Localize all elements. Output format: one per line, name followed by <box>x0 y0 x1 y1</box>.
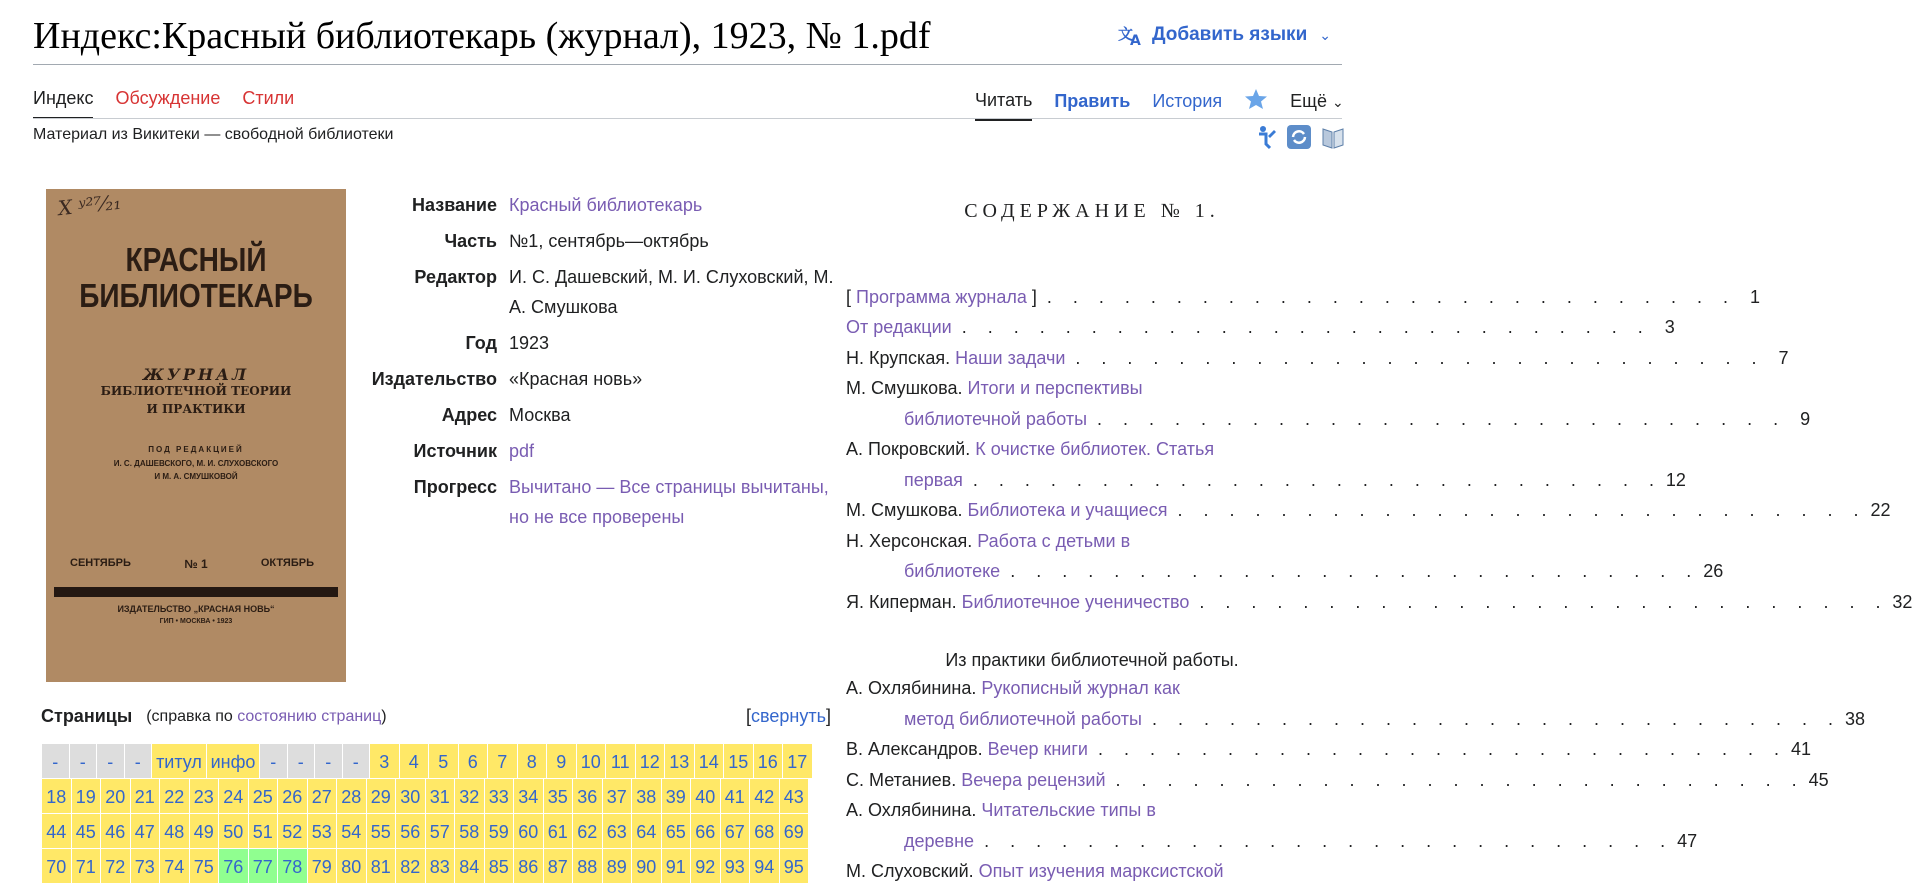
toc-leader: . . . . . . . . . . . . . . . . . . . . . . . . . . . <box>1199 591 1889 612</box>
page-cell-missing: - <box>70 744 97 778</box>
toc-bracket: ] <box>1031 286 1037 307</box>
page-cell[interactable]: 26 <box>278 779 307 813</box>
toc-author: М. Смушкова. <box>846 500 963 520</box>
page-row <box>42 814 832 848</box>
page-cell[interactable]: 19 <box>72 779 101 813</box>
page-cell[interactable]: 30 <box>396 779 425 813</box>
toc-link[interactable]: Рукописный журнал как <box>981 678 1180 698</box>
toc-leader: . . . . . . . . . . . . . . . . . . . . . . . . . . . <box>1177 500 1867 520</box>
page-cell[interactable]: 92 <box>691 849 720 883</box>
page-cell[interactable]: 80 <box>337 849 366 883</box>
toc-entry <box>846 795 1698 856</box>
toc-heading: СОДЕРЖАНИЕ № 1. <box>964 200 1220 222</box>
cover-publisher: ИЗДАТЕЛЬСТВО „КРАСНАЯ НОВЬ“ <box>117 604 275 614</box>
page-cell[interactable]: 58 <box>455 814 484 848</box>
toc-line <box>846 826 1698 857</box>
toc-link[interactable]: Вечера рецензий <box>961 769 1106 790</box>
toc-entry <box>846 343 1789 374</box>
toc-entry <box>846 856 1338 887</box>
toc-link[interactable]: От редакции <box>846 317 952 337</box>
add-languages-button[interactable] <box>1118 24 1331 49</box>
info-key: Часть <box>444 231 497 251</box>
page-cell[interactable]: 17 <box>783 744 812 778</box>
page-cell-missing: - <box>288 744 315 778</box>
toc-author: С. Метаниев. <box>846 769 957 790</box>
tab-index[interactable]: Индекс <box>33 88 93 119</box>
page-cell[interactable]: 52 <box>278 814 307 848</box>
page-cell[interactable]: 66 <box>691 814 720 848</box>
toc-author: А. Покровский. <box>846 439 971 459</box>
toc-leader: . . . . . . . . . . . . . . . . . . . . . . . . . . . <box>1151 708 1842 729</box>
chevron-down-icon: ⌄ <box>1319 26 1331 43</box>
cover-title-line2: БИБЛИОТЕКАРЬ <box>79 277 313 314</box>
toc-line <box>846 734 1812 765</box>
chevron-down-icon: ⌄ <box>1331 94 1344 110</box>
toc-line <box>846 856 1338 887</box>
cover-month2: ОКТЯБРЬ <box>260 557 314 569</box>
svg-text:A: A <box>1130 33 1141 49</box>
page-cell[interactable]: 85 <box>485 849 514 883</box>
toc-link[interactable]: Опыт изучения марксистской <box>978 861 1224 881</box>
pages-heading: Страницы <box>41 706 133 726</box>
toc-link[interactable]: Наши задачи <box>955 347 1066 368</box>
page-cell[interactable]: 77 <box>249 849 278 883</box>
toc-author: В. Александров. <box>846 739 983 759</box>
toc-leader: . . . . . . . . . . . . . . . . . . . . . . . . . . . <box>1115 769 1805 790</box>
pages-note-prefix: (справка по <box>146 708 238 725</box>
toc-text <box>846 673 1180 704</box>
toc-leader: . . . . . . . . . . . . . . . . . . . . . . . . . . . <box>1046 286 1736 307</box>
page-row <box>42 744 832 778</box>
page-cell[interactable]: 12 <box>636 744 665 778</box>
page-cell[interactable]: 72 <box>101 849 130 883</box>
page-status-icons <box>1254 124 1346 150</box>
toc-text <box>846 587 1189 618</box>
toc-line <box>846 526 1338 557</box>
page-cell[interactable]: 37 <box>603 779 632 813</box>
toc-entry <box>846 495 1891 526</box>
toc-page: 45 <box>1808 769 1829 790</box>
page-cell-missing: - <box>97 744 124 778</box>
toc-line <box>846 312 1675 343</box>
toc-text <box>846 312 952 343</box>
toc-entries-2 <box>846 673 1866 887</box>
page-cell[interactable]: 42 <box>750 779 779 813</box>
page-cell[interactable]: 9 <box>547 744 576 778</box>
toggle-bracket-open: [ <box>746 706 752 726</box>
cover-subtitle3: И ПРАКТИКИ <box>146 402 246 416</box>
cover-rule <box>54 587 338 597</box>
page-cell[interactable]: 59 <box>485 814 514 848</box>
info-key: Год <box>465 333 497 353</box>
toc-line <box>846 434 1338 465</box>
page-cell[interactable]: 40 <box>691 779 720 813</box>
toc-line <box>846 465 1686 496</box>
info-row <box>355 262 835 322</box>
page-cell[interactable]: 23 <box>190 779 219 813</box>
info-row <box>355 400 835 430</box>
page-cell[interactable]: 18 <box>42 779 71 813</box>
page-cell[interactable]: 84 <box>455 849 484 883</box>
info-row <box>355 436 835 466</box>
toc-link[interactable]: Читательские типы в <box>981 800 1156 820</box>
page-cell[interactable]: 48 <box>160 814 189 848</box>
toc-link[interactable]: Итоги и перспективы <box>967 378 1143 398</box>
page-cell[interactable]: 79 <box>308 849 337 883</box>
page-cell[interactable]: 63 <box>603 814 632 848</box>
toc-line <box>846 795 1338 826</box>
toc-author: [ <box>846 286 852 307</box>
page-cell[interactable]: 50 <box>219 814 248 848</box>
page-cell[interactable]: 88 <box>573 849 602 883</box>
page-cell[interactable]: 24 <box>219 779 248 813</box>
page-cell[interactable]: 36 <box>573 779 602 813</box>
toc-link[interactable]: Программа журнала <box>856 286 1027 307</box>
toc-text <box>846 765 1106 796</box>
page-cell[interactable]: 67 <box>721 814 750 848</box>
toc-leader: . . . . . . . . . . . . . . . . . . . . . . . . . . . <box>1010 561 1700 581</box>
page-cell[interactable]: 47 <box>131 814 160 848</box>
title-divider <box>33 64 1342 65</box>
page-cell[interactable]: 45 <box>72 814 101 848</box>
toc-line <box>846 495 1891 526</box>
page-cell[interactable]: 82 <box>396 849 425 883</box>
svg-text:文: 文 <box>1118 25 1134 43</box>
page-cell[interactable]: 56 <box>396 814 425 848</box>
handwritten-mark: X ʸ²⁷⁄₂₁ <box>56 189 123 221</box>
page-cell[interactable]: 10 <box>577 744 606 778</box>
page-cell[interactable]: 53 <box>308 814 337 848</box>
toc-link[interactable]: Библиотека и учащиеся <box>967 500 1168 520</box>
toc-entry <box>846 734 1812 765</box>
tabs-divider <box>33 118 1342 119</box>
collapse-toggle <box>746 706 831 727</box>
toc-text <box>846 734 1088 765</box>
toc-leader: . . . . . . . . . . . . . . . . . . . . . . . . . . . <box>972 469 1662 490</box>
page-cell[interactable]: 39 <box>662 779 691 813</box>
cover-subtitle1: ЖУРНАЛ <box>142 365 250 384</box>
info-key: Редактор <box>414 267 497 287</box>
edit-person-icon[interactable] <box>1254 124 1278 150</box>
info-row <box>355 328 835 358</box>
toc-link[interactable]: К очистке библиотек. Статья <box>975 439 1215 459</box>
toc-entry <box>846 373 1811 434</box>
info-key: Название <box>412 195 497 215</box>
toc-text <box>846 856 1224 887</box>
toc-leader: . . . . . . . . . . . . . . . . . . . . . . . . . . . <box>1075 347 1765 368</box>
toc-line <box>846 765 1829 796</box>
page-cell[interactable]: 51 <box>249 814 278 848</box>
cover-editors-label: ПОД РЕДАКЦИЕЙ <box>148 445 244 454</box>
page-cell[interactable]: 31 <box>426 779 455 813</box>
more-menu[interactable] <box>1290 91 1344 120</box>
page-cell[interactable]: 16 <box>754 744 783 778</box>
toc-line <box>846 704 1866 735</box>
page-cell[interactable]: 46 <box>101 814 130 848</box>
page-cell[interactable]: 33 <box>485 779 514 813</box>
page-cell[interactable]: 28 <box>337 779 366 813</box>
page-row <box>42 779 832 813</box>
collapse-link[interactable]: свернуть <box>751 706 826 726</box>
toc-page: 47 <box>1677 830 1698 851</box>
info-key: Прогресс <box>413 477 497 497</box>
toc-line <box>846 343 1789 374</box>
toc-page: 7 <box>1778 347 1789 368</box>
page-cell[interactable]: 83 <box>426 849 455 883</box>
toc-author: А. Охлябинина. <box>846 678 977 698</box>
toc-section-heading: Из практики библиотечной работы. <box>945 650 1239 670</box>
toc-link[interactable]: Вечер книги <box>987 739 1088 759</box>
toc-link[interactable]: Работа с детьми в <box>977 530 1131 551</box>
toc-author: Н. Херсонская. <box>846 530 973 551</box>
info-value-link[interactable]: pdf <box>509 441 535 461</box>
tab-read[interactable]: Читать <box>975 90 1032 121</box>
toc-leader: . . . . . . . . . . . . . . . . . . . . . . . . . . . <box>1097 408 1787 429</box>
page-cell-missing: - <box>315 744 342 778</box>
translate-icon <box>1118 24 1144 49</box>
toc-page: 3 <box>1664 317 1675 337</box>
page-cell[interactable]: 95 <box>780 849 809 883</box>
cover-editors2: И М. А. СМУШКОВОЙ <box>154 472 238 481</box>
page-cell[interactable]: 81 <box>367 849 396 883</box>
page-cell[interactable]: 74 <box>160 849 189 883</box>
pages-header <box>41 706 831 727</box>
page-title: Индекс:Красный библиотекарь (журнал), 1923, № 1.pdf <box>33 15 931 57</box>
page-cell[interactable]: 61 <box>544 814 573 848</box>
page-cell[interactable]: 69 <box>780 814 809 848</box>
add-languages-label: Добавить языки <box>1152 24 1308 45</box>
toc-link[interactable]: метод библиотечной работы <box>904 708 1142 729</box>
cover-publisher2: ГИП • МОСКВА • 1923 <box>159 618 233 625</box>
page-row <box>42 849 832 883</box>
toc-entry <box>846 526 1724 587</box>
page-cell[interactable]: 60 <box>514 814 543 848</box>
toc-page: 26 <box>1703 561 1724 581</box>
page-cell[interactable]: 86 <box>514 849 543 883</box>
page-cell[interactable]: 13 <box>665 744 694 778</box>
page-status-help-link[interactable]: состоянию страниц <box>237 708 382 725</box>
toc-line <box>846 282 1760 313</box>
page-cell[interactable]: 35 <box>544 779 573 813</box>
toc-entry <box>846 673 1866 734</box>
page-cell[interactable]: 93 <box>721 849 750 883</box>
toc-entry <box>846 765 1829 796</box>
toc-entry <box>846 434 1686 495</box>
page-cell[interactable]: 38 <box>632 779 661 813</box>
page-cell[interactable]: 11 <box>606 744 635 778</box>
info-row <box>355 226 835 256</box>
toc-text <box>846 526 1130 557</box>
page-cell[interactable]: 94 <box>750 849 779 883</box>
toc-line <box>846 556 1724 587</box>
toc-link[interactable]: Библиотечное ученичество <box>961 591 1190 612</box>
info-row <box>355 190 835 220</box>
tab-discussion[interactable]: Обсуждение <box>115 88 221 108</box>
page-cell[interactable]: 27 <box>308 779 337 813</box>
namespace-tabs <box>33 88 294 119</box>
page-cell[interactable]: 75 <box>190 849 219 883</box>
page-cell[interactable]: 25 <box>249 779 278 813</box>
pages-note-suffix: ) <box>381 708 387 725</box>
toc-author: А. Охлябинина. <box>846 800 977 820</box>
index-info-table <box>355 190 835 538</box>
page-cell[interactable]: 55 <box>367 814 396 848</box>
tab-styles[interactable]: Стили <box>242 88 295 108</box>
info-row <box>355 472 835 532</box>
toc-author: М. Смушкова. <box>846 378 963 398</box>
toc-leader: . . . . . . . . . . . . . . . . . . . . . . . . . . . <box>1097 739 1788 759</box>
page-cell[interactable]: 14 <box>695 744 724 778</box>
toc-link[interactable]: деревне <box>904 830 975 851</box>
toc-line <box>846 404 1811 435</box>
cover-editors1: И. С. ДАШЕВСКОГО, М. И. СЛУХОВСКОГО <box>113 459 279 468</box>
page-cell[interactable]: 20 <box>101 779 130 813</box>
page-cell[interactable]: титул <box>152 744 206 778</box>
table-of-contents <box>846 196 1913 887</box>
page-cell[interactable]: 21 <box>131 779 160 813</box>
book-icon[interactable] <box>1320 124 1346 150</box>
page-cell[interactable]: 32 <box>455 779 484 813</box>
toc-page: 22 <box>1870 500 1891 520</box>
page-cell[interactable]: 71 <box>72 849 101 883</box>
page-cell[interactable]: 73 <box>131 849 160 883</box>
info-value: «Красная новь» <box>509 369 643 389</box>
toc-line <box>846 587 1913 618</box>
pages-note <box>146 708 386 727</box>
cover-month1: СЕНТЯБРЬ <box>70 557 131 569</box>
page-cell[interactable]: 7 <box>488 744 517 778</box>
toc-text <box>846 343 1065 374</box>
page-cell[interactable]: 57 <box>426 814 455 848</box>
toggle-bracket-close: ] <box>825 706 831 726</box>
page-cell[interactable]: инфо <box>207 744 259 778</box>
toc-page: 12 <box>1665 469 1686 490</box>
info-value-link[interactable]: Вычитано — Все страницы вычитаны, но не все проверены <box>509 477 829 527</box>
page-cell[interactable]: 5 <box>429 744 458 778</box>
info-value: И. С. Дашевский, М. И. Слуховский, М. А. Смушкова <box>509 267 834 317</box>
site-tagline: Материал из Викитеки — свободной библиотеки <box>33 126 394 143</box>
more-label: Ещё <box>1290 91 1327 111</box>
page-cell[interactable]: 70 <box>42 849 71 883</box>
info-key: Адрес <box>441 405 497 425</box>
toc-link[interactable]: библиотеке <box>904 561 1001 581</box>
info-key: Издательство <box>371 369 497 389</box>
info-row <box>355 364 835 394</box>
toc-text <box>846 495 1167 526</box>
toc-page: 38 <box>1845 708 1866 729</box>
page-cell[interactable]: 54 <box>337 814 366 848</box>
toc-entry <box>846 312 1675 343</box>
page-cell[interactable]: 8 <box>518 744 547 778</box>
page-cell[interactable]: 68 <box>750 814 779 848</box>
toc-entry <box>846 587 1913 618</box>
page-cell[interactable]: 44 <box>42 814 71 848</box>
toc-leader: . . . . . . . . . . . . . . . . . . . . . . . . . . . <box>961 317 1651 337</box>
info-key: Источник <box>413 441 497 461</box>
page-cell[interactable]: 4 <box>400 744 429 778</box>
toc-page: 32 <box>1892 591 1913 612</box>
toc-text <box>846 795 1156 826</box>
page-cell-missing: - <box>343 744 370 778</box>
page-cell[interactable]: 3 <box>370 744 399 778</box>
toc-page: 1 <box>1749 286 1760 307</box>
cover-subtitle2: БИБЛИОТЕЧНОЙ ТЕОРИИ <box>100 384 292 398</box>
refresh-icon[interactable] <box>1286 124 1312 150</box>
info-value-link[interactable]: Красный библиотекарь <box>509 195 703 215</box>
page-cell[interactable]: 34 <box>514 779 543 813</box>
page-cell[interactable]: 78 <box>278 849 307 883</box>
page-cell[interactable]: 62 <box>573 814 602 848</box>
page-cell[interactable]: 65 <box>662 814 691 848</box>
info-value: Москва <box>509 405 571 425</box>
toc-text <box>846 282 1037 313</box>
page-cell[interactable]: 22 <box>160 779 189 813</box>
page-cell[interactable]: 6 <box>459 744 488 778</box>
cover-image[interactable] <box>46 189 346 682</box>
toc-author: Я. Киперман. <box>846 591 957 612</box>
page-cell[interactable]: 15 <box>724 744 753 778</box>
cover-number: № 1 <box>184 557 208 571</box>
toc-line <box>846 373 1338 404</box>
tab-history[interactable]: История <box>1152 91 1223 111</box>
tab-edit[interactable]: Править <box>1054 91 1131 111</box>
page-cell[interactable]: 49 <box>190 814 219 848</box>
toc-link[interactable]: первая <box>904 469 963 490</box>
page-cell[interactable]: 43 <box>780 779 809 813</box>
toc-text <box>846 373 1143 404</box>
page-cell-missing: - <box>260 744 287 778</box>
toc-page: 9 <box>1800 408 1811 429</box>
page-grid <box>42 744 832 884</box>
page-cell-missing: - <box>125 744 152 778</box>
page-cell[interactable]: 91 <box>662 849 691 883</box>
page-cell[interactable]: 76 <box>219 849 248 883</box>
toc-author: Н. Крупская. <box>846 347 951 368</box>
cover-title-line1: КРАСНЫЙ <box>125 241 267 278</box>
toc-entries <box>846 282 1913 618</box>
page-cell[interactable]: 64 <box>632 814 661 848</box>
toc-link[interactable]: библиотечной работы <box>904 408 1088 429</box>
page-cell[interactable]: 89 <box>603 849 632 883</box>
toc-leader: . . . . . . . . . . . . . . . . . . . . . . . . . . . <box>984 830 1674 851</box>
info-value: 1923 <box>509 333 550 353</box>
page-cell[interactable]: 29 <box>367 779 396 813</box>
toc-page: 41 <box>1791 739 1812 759</box>
page-cell-missing: - <box>42 744 69 778</box>
toc-entry <box>846 282 1760 313</box>
page-cell[interactable]: 90 <box>632 849 661 883</box>
info-value: №1, сентябрь—октябрь <box>509 231 709 251</box>
page-cell[interactable]: 41 <box>721 779 750 813</box>
toc-line <box>846 673 1338 704</box>
page-cell[interactable]: 87 <box>544 849 573 883</box>
toc-author: М. Слуховский. <box>846 861 974 881</box>
toc-text <box>846 434 1214 465</box>
